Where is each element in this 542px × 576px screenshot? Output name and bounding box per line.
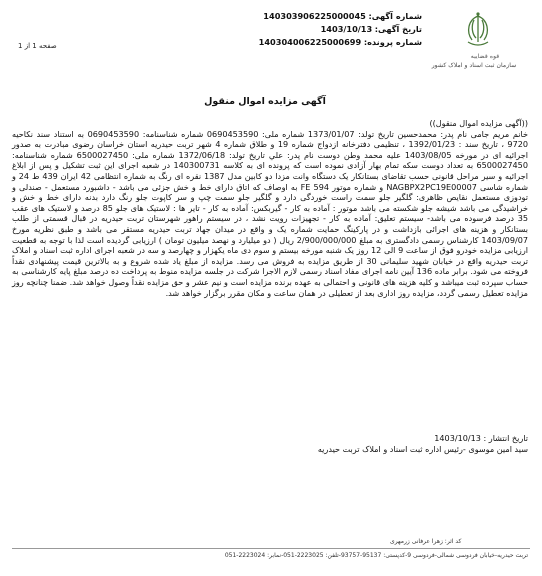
ad-number-row bbox=[250, 10, 422, 23]
file-number-label: شماره پرونده: bbox=[363, 37, 422, 47]
footer-author: کد اثر: زهرا عرفانی زرمهری bbox=[390, 538, 462, 545]
file-number: 140304006225000699 bbox=[258, 37, 362, 47]
footer-address: تربت حیدریه-خیابان فردوسی شمالی-فردوسی 9-کدپستی: 95137-93757-تلفن: 2223025-051-نمابر: 2223024-051 bbox=[224, 552, 528, 559]
publication-date-label: تاریخ انتشار : bbox=[483, 433, 528, 443]
file-number-row bbox=[250, 36, 422, 49]
ad-number: 140303906225000045 bbox=[263, 11, 366, 21]
ad-metadata bbox=[250, 10, 422, 49]
publication-date-row bbox=[240, 433, 528, 444]
publication-date: 1403/10/13 bbox=[434, 433, 481, 443]
page-title: آگهی مزایده اموال منقول bbox=[204, 96, 326, 107]
ad-date-row bbox=[250, 23, 422, 36]
ad-date-label: تاریخ آگهی: bbox=[374, 24, 422, 34]
notice-heading: ((آگهی مزایده اموال منقول)) bbox=[429, 118, 528, 128]
page-indicator: صفحه 1 از 1 bbox=[18, 42, 57, 50]
ad-number-label: شماره آگهی: bbox=[368, 11, 422, 21]
org-name: سازمان ثبت اسناد و املاک کشور bbox=[431, 62, 517, 69]
brand-text: قوه قضاییه bbox=[470, 53, 500, 60]
iran-emblem-icon bbox=[438, 10, 518, 80]
notice-text: خانم مریم جامی نام پدر: محمدحسین تاریخ تولد: 1373/01/07 شماره ملی: 0690453590 شماره شناسنامه: 0690453590 به استناد سند نکاحیه 9720 ، تاریخ سند : 1392/01/23 ، تنظیمی دفترخانه ازدواج شماره 19 و طلاق شماره 4 شهر تربت حیدریه استان خراسان رضوی مبادرت به صدور اجرائیه ای در مورخه 1403/08/05 علیه محمد وطن دوست نام پدر: علي تاریخ تولد: 1372/06/18 شماره ملی: 6500027450 شماره شناسنامه: 6500027450 به تعداد دوست سکه تمام بهار آزادی نموده است که پرونده ای به کلاسه 140300731 در شعبه اجرای این ثبت تشکیل و پس از ابلاغ اجرائیه و سیر مراحل قانونی حسب تقاضای بستانکار یک دستگاه وانت مزدا دو کابین مدل 1387 نقره ای رنگ به شماره انتظامی 42 ایران 439 ط 24 و شماره شاسی NAGBPX2PC19E00007 و شماره موتور 594 FE به اوصاف که اتاق دارای خط و خش جزئی می باشد - داشبورد مستعمل - صندلی و تودوزی مستعمل نقایص ظاهری: گلگیر جلو سمت راست خوردگی دارد و گلگیر جلو سمت چپ و سر کاپوت جلو رنگ دارد بدنه دارای خط و خش و خراشیدگی می باشد شیشه جلو شکسته می باشد موتور : آماده به کار - گیربکس: آماده به کار - تایر ها : لاستیک های جلو 85 درصد و لاستیک های عقب 35 درصد فرسوده می باشد- سیستم تعلیق: آماده به کار - تجهیزات رویت نشد ، در سیستم راهور شهرستان تربت حیدریه در قبال قسمتی از طلب بستانکار و هزینه های اجرائی بازداشت و در پارکینگ حمایت شماره یک و واقع در میدان جهاد تربت حیدریه مستقر می باشد و طبق نظریه مورخ 1403/09/07 کارشناس رسمی دادگستری به مبلغ 2/900/000/000 ریال ( دو میلیارد و نهصد میلیون تومان ) ارزیابی گردیده است لذا با توجه به قطعیت ارزیابی مزایده خودرو فوق از ساعت 9 الی 12 روز یک شنبه مورخه بیستم و سوم دی ماه یکهزار و چهارصد و سه در شعبه اجرای اداره ثبت اسناد و املاک تربت حیدریه واقع در خیابان شهید سلیمانی 30 از طریق مزایده به فروش می رسد. مزایده از مبلغ یاد شده شروع و به بالاترین قیمت پیشنهادی نقداً فروخته می شود. برابر ماده 136 آیین نامه اجرای مفاد اسناد رسمی لازم الاجرا شرکت در جلسه مزایده منوط به پرداخت ده درصد مبلغ پایه کارشناسی به حساب سپرده ثبت میباشد و کلیه هزینه های قانونی و احتمالی به عهده برنده مزایده است و نیم عشر و حق مزایده نقداً وصول خواهد شد. ضمنا چنانچه روز مزایده تعطیل رسمی گردد، مزایده روز اداری بعد از تعطیلی در همان ساعت و مکان مقرر برگزار خواهد شد. bbox=[11, 128, 529, 298]
notice-body bbox=[12, 118, 528, 298]
signer-name: سید امین موسوی -رئیس اداره ثبت اسناد و املاک تربت حیدریه bbox=[317, 443, 528, 454]
footer-divider bbox=[12, 548, 530, 549]
ad-date: 1403/10/13 bbox=[320, 24, 373, 34]
signature-block bbox=[240, 433, 528, 454]
